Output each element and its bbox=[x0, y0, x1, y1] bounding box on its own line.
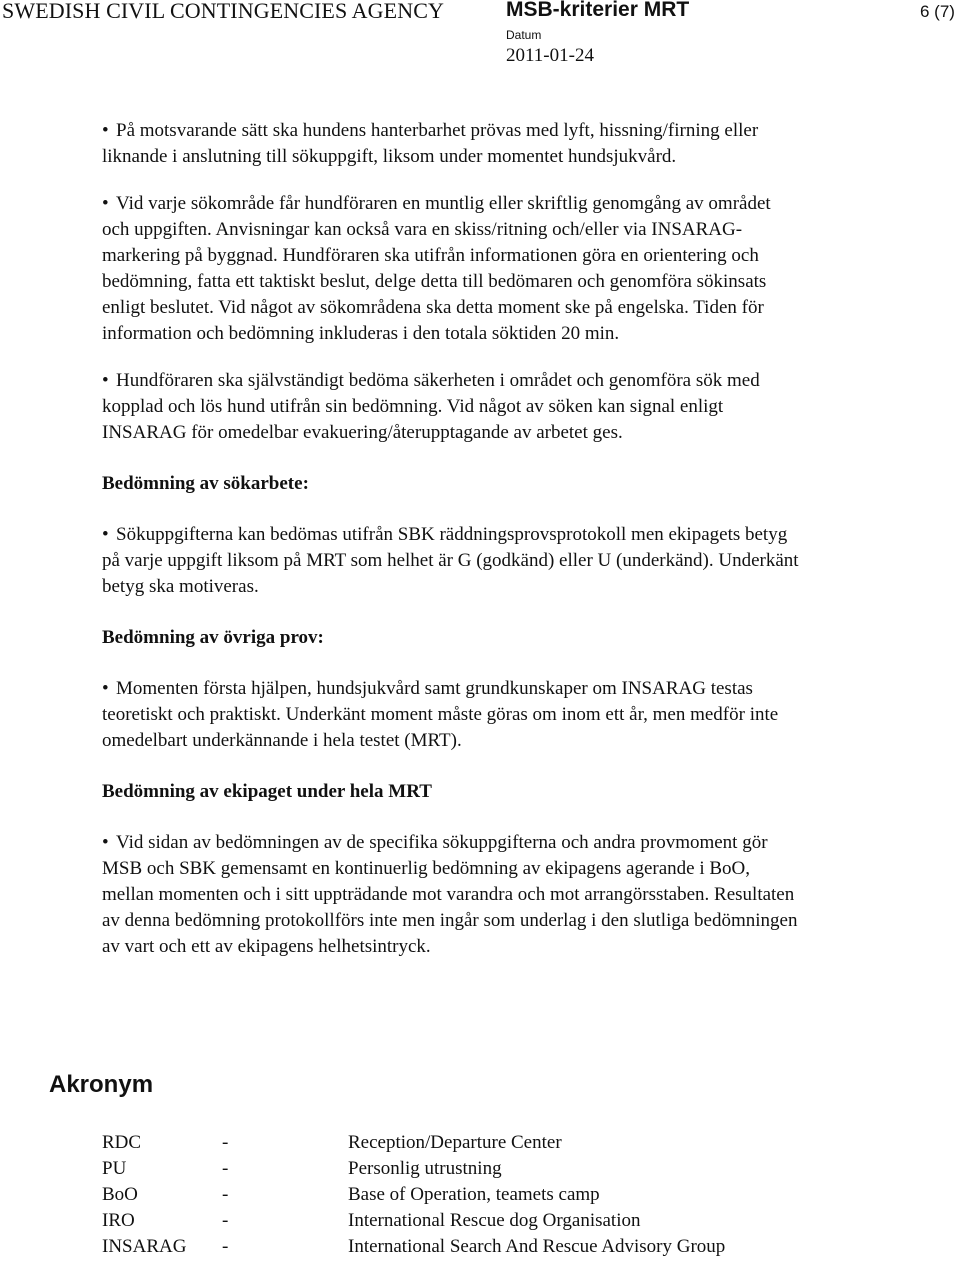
acronym-row bbox=[102, 1130, 802, 1156]
acronym-abbreviation: PU bbox=[102, 1158, 127, 1179]
bullet-paragraph-4 bbox=[102, 522, 802, 600]
agency-name: SWEDISH CIVIL CONTINGENCIES AGENCY bbox=[2, 0, 444, 23]
acronym-separator: - bbox=[222, 1158, 229, 1179]
acronym-row bbox=[102, 1156, 802, 1182]
acronym-row bbox=[102, 1182, 802, 1208]
spacer bbox=[102, 651, 802, 676]
section-heading-other-tests: Bedömning av övriga prov: bbox=[102, 627, 324, 648]
acronym-abbreviation: RDC bbox=[102, 1132, 142, 1153]
acronym-meaning: International Search And Rescue Advisory Group bbox=[348, 1236, 726, 1257]
acronym-separator: - bbox=[222, 1184, 229, 1205]
bullet-icon: • bbox=[102, 832, 109, 853]
acronym-row bbox=[102, 1208, 802, 1234]
spacer bbox=[102, 600, 802, 625]
acronym-abbreviation: BoO bbox=[102, 1184, 138, 1205]
acronym-meaning: Reception/Departure Center bbox=[348, 1132, 562, 1153]
section-heading-search-work: Bedömning av sökarbete: bbox=[102, 473, 309, 494]
paragraph-text: Vid sidan av bedömningen av de specifika sökuppgifterna och andra provmoment gör MSB och SBK gemensamt en kontinuerlig bedömning av ekipagens agerande i BoO, mellan momenten och i sitt uppträdande mot varandra och mot arrangörsstaben. Resultaten av denna bedömning protokollförs inte men ingår som underlag i den slutliga bedömningen av vart och ett av ekipagens helhetsintryck. bbox=[102, 832, 798, 957]
bullet-icon: • bbox=[102, 370, 109, 391]
document-date: 2011-01-24 bbox=[506, 45, 594, 66]
acronym-row bbox=[102, 1234, 802, 1260]
date-label: Datum bbox=[506, 28, 542, 42]
bullet-icon: • bbox=[102, 524, 109, 545]
bullet-icon: • bbox=[102, 193, 109, 214]
acronym-separator: - bbox=[222, 1132, 229, 1153]
bullet-paragraph-6 bbox=[102, 830, 802, 960]
spacer bbox=[102, 754, 802, 779]
acronym-abbreviation: IRO bbox=[102, 1210, 135, 1231]
acronym-meaning: Base of Operation, teamets camp bbox=[348, 1184, 600, 1205]
paragraph-text: Hundföraren ska självständigt bedöma säkerheten i området och genomföra sök med kopplad och lös hund utifrån sin bedömning. Vid något av söken kan signal enligt INSARAG för omedelbar evakuering/återupptagande av arbetet ges. bbox=[102, 370, 760, 443]
page-header bbox=[0, 0, 960, 72]
bullet-paragraph-2 bbox=[102, 191, 802, 347]
paragraph-text: Sökuppgifterna kan bedömas utifrån SBK räddningsprovsprotokoll men ekipagets betyg på varje uppgift liksom på MRT som helhet är G (godkänd) eller U (underkänd). Underkänt betyg ska motiveras. bbox=[102, 524, 799, 597]
acronym-meaning: International Rescue dog Organisation bbox=[348, 1210, 641, 1231]
paragraph-text: Momenten första hjälpen, hundsjukvård samt grundkunskaper om INSARAG testas teoretiskt och praktiskt. Underkänt moment måste göras om inom ett år, men medför inte omedelbart underkännande i hela testet (MRT). bbox=[102, 678, 779, 751]
document-body bbox=[102, 118, 802, 960]
bullet-paragraph-5 bbox=[102, 676, 802, 754]
bullet-icon: • bbox=[102, 120, 109, 141]
spacer bbox=[102, 347, 802, 368]
page-number: 6 (7) bbox=[920, 2, 955, 21]
acronym-separator: - bbox=[222, 1236, 229, 1257]
acronym-abbreviation: INSARAG bbox=[102, 1236, 187, 1257]
acronym-meaning: Personlig utrustning bbox=[348, 1158, 502, 1179]
spacer bbox=[102, 446, 802, 471]
bullet-paragraph-1 bbox=[102, 118, 802, 170]
paragraph-text: På motsvarande sätt ska hundens hanterbarhet prövas med lyft, hissning/firning eller liknande i anslutning till sökuppgift, liksom under momentet hundsjukvård. bbox=[102, 120, 759, 167]
bullet-icon: • bbox=[102, 678, 109, 699]
spacer bbox=[102, 497, 802, 522]
acronym-heading: Akronym bbox=[49, 1071, 154, 1098]
spacer bbox=[102, 805, 802, 830]
document-title: MSB-kriterier MRT bbox=[506, 0, 690, 21]
paragraph-text: Vid varje sökområde får hundföraren en muntlig eller skriftlig genomgång av området och uppgiften. Anvisningar kan också vara en skiss/ritning och/eller via INSARAG-markering på byggnad. Hundföraren ska utifrån informationen göra en orientering och bedömning, fatta ett taktiskt beslut, delge detta till bedömaren och genomföra sökinsats enligt beslutet. Vid något av sökområdena ska detta moment ske på engelska. Tiden för information och bedömning inkluderas i den totala söktiden 20 min. bbox=[102, 193, 771, 344]
acronym-list bbox=[102, 1130, 802, 1260]
spacer bbox=[102, 170, 802, 191]
acronym-separator: - bbox=[222, 1210, 229, 1231]
bullet-paragraph-3 bbox=[102, 368, 802, 446]
section-heading-team-assessment: Bedömning av ekipaget under hela MRT bbox=[102, 781, 432, 802]
